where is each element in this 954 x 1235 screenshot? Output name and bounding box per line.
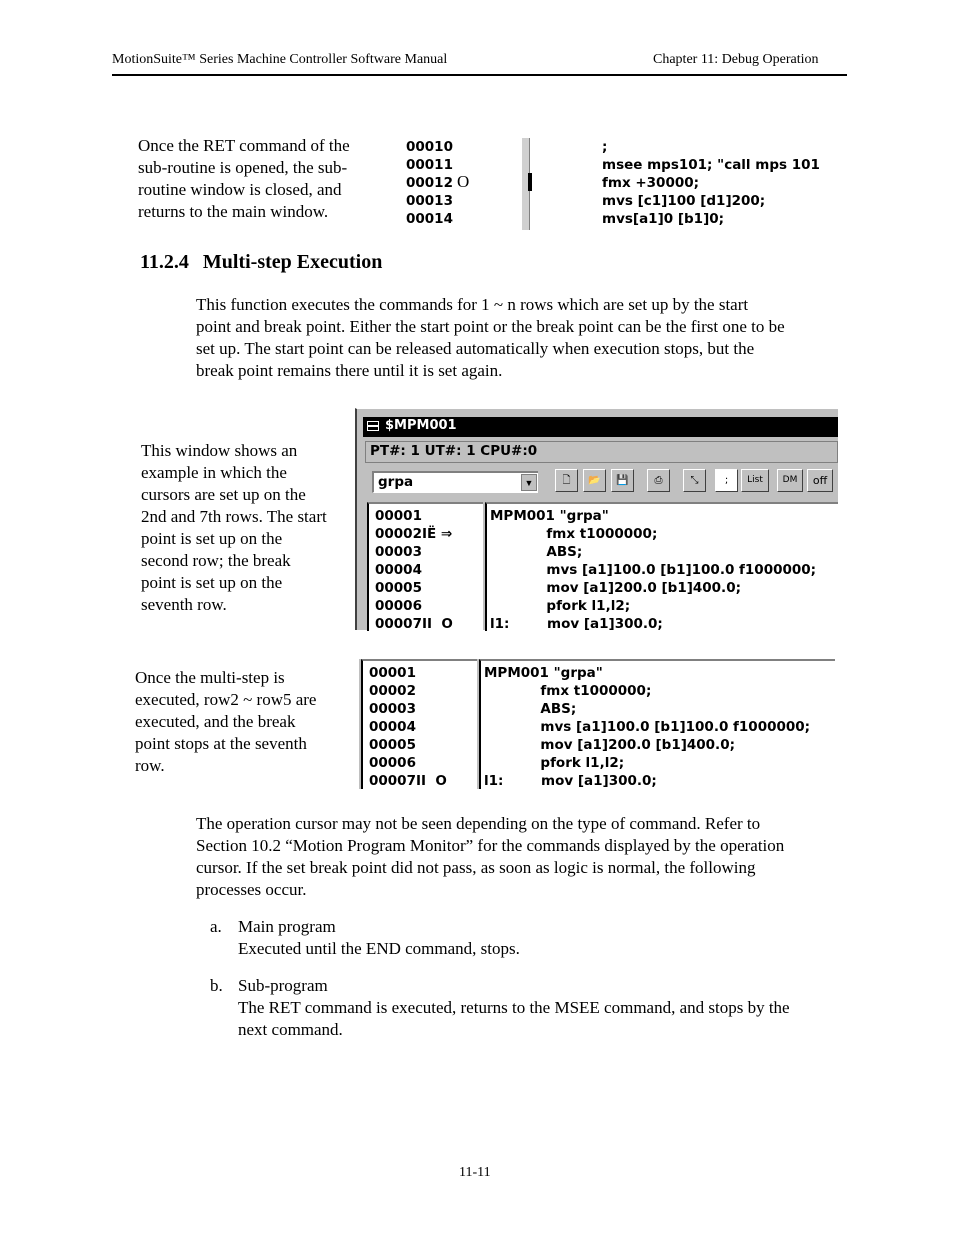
list-item-marker: b. [210,976,223,995]
window-menu-icon[interactable] [367,421,379,431]
group-combo[interactable] [372,471,538,493]
code-line: fmx t1000000; [484,683,652,699]
row-number: 00004 [369,719,416,735]
status-text: PT#: 1 UT#: 1 CPU#:0 [370,443,538,459]
window-titlebar [363,417,838,437]
code-line: mov [a1]200.0 [b1]400.0; [490,580,741,596]
status-bar [365,441,838,463]
new-file-icon: 🗋 [562,475,571,486]
off-button[interactable]: off [807,469,833,492]
list-item-main-program: Main program Executed until the END command, stops. [238,917,520,958]
row-number: 00007II O [369,773,447,789]
code-pane [485,502,838,631]
window-title: $MPM001 [385,418,457,433]
code-line: MPM001 "grpa" [490,508,609,524]
list-button[interactable]: List [741,469,769,492]
code-line: pfork l1,l2; [484,755,625,771]
new-file-button[interactable] [555,469,578,492]
list-item-marker: a. [210,917,222,936]
header-manual-title: MotionSuite™ Series Machine Controller Software Manual [112,52,448,67]
group-combo-value: grpa [378,474,414,490]
row-number: 00003 [369,701,416,717]
chevron-down-icon[interactable]: ▼ [521,474,537,491]
multi-step-caption: Once the multi-step is executed, row2 ~ row5 are executed, and the break point stops at the seventh row. [135,668,317,775]
code-line: l1: mov [a1]300.0; [490,616,663,632]
open-file-button[interactable] [583,469,606,492]
code-line: fmx t1000000; [490,526,658,542]
code-line: ABS; [490,544,583,560]
intro-paragraph: This function executes the commands for 1 ~ n rows which are set up by the start point and break point. Either the start point or the break point can be the first one to be set up. The start point can be released automatically when execution stops, but the break point remains there until it is set again. [196,295,785,380]
row-number-pane [361,659,477,789]
code-pane [479,659,835,789]
code1-cursor-marker: O [457,172,470,191]
save-icon: 💾 [616,475,629,486]
row-number: 00004 [375,562,422,578]
row-number: 00001 [369,665,416,681]
row-number: 00003 [375,544,422,560]
save-button[interactable] [611,469,634,492]
row-number: 00001 [375,508,422,524]
header-rule [112,74,847,76]
cursor-paragraph: The operation cursor may not be seen depending on the type of command. Refer to Section 10.2 “Motion Program Monitor” for the commands displayed by the operation cursor. If the set break point did not pass, as soon as logic is normal, the following processes occur. [196,814,785,899]
header-chapter: Chapter 11: Debug Operation [653,52,819,67]
row-number: 00007II O [375,616,453,632]
row-number: 00006 [369,755,416,771]
row-number: 00002IË ⇒ [375,526,453,542]
code-line: mvs [a1]100.0 [b1]100.0 f1000000; [490,562,817,578]
cursor-icon: ⤡ [690,475,699,486]
page-number: 11-11 [459,1165,491,1180]
window-caption: This window shows an example in which the cursors are set up on the 2nd and 7th rows. The start point is set up on the second row; the break point is set up on the seventh row. [141,441,327,614]
toolbar [357,466,838,496]
semicolon-button[interactable]: ; [715,469,738,492]
code-line: ABS; [484,701,577,717]
ret-caption: Once the RET command of the sub-routine is opened, the sub- routine window is closed, and returns to the main window. [138,136,350,221]
row-number: 00002 [369,683,416,699]
code1-cursor-bar [528,173,532,191]
cursor-button[interactable] [683,469,706,492]
dm-button[interactable]: DM [777,469,803,492]
code-line: l1: mov [a1]300.0; [484,773,657,789]
list-item-sub-program: Sub-program The RET command is executed, returns to the MSEE command, and stops by the next command. [238,976,790,1039]
folder-open-icon: 📂 [588,475,601,486]
print-button[interactable] [647,469,670,492]
row-number-pane [367,502,483,631]
mpm-window [355,408,838,630]
row-number: 00005 [375,580,422,596]
code-line: pfork l1,l2; [490,598,631,614]
code-line: mvs [a1]100.0 [b1]100.0 f1000000; [484,719,811,735]
code-line: MPM001 "grpa" [484,665,603,681]
code1-commands: ; msee mps101; "call mps 101 fmx +30000; mvs [c1]100 [d1]200; mvs[a1]0 [b1]0; [602,139,820,227]
row-number: 00006 [375,598,422,614]
row-number: 00005 [369,737,416,753]
mpm-window-after [359,659,835,789]
printer-icon: ⎙ [654,475,663,486]
code-line: mov [a1]200.0 [b1]400.0; [484,737,735,753]
code1-row-numbers: 00010 00011 00012 00013 00014 [406,139,453,227]
section-heading: 11.2.4 Multi-step Execution [140,251,383,273]
